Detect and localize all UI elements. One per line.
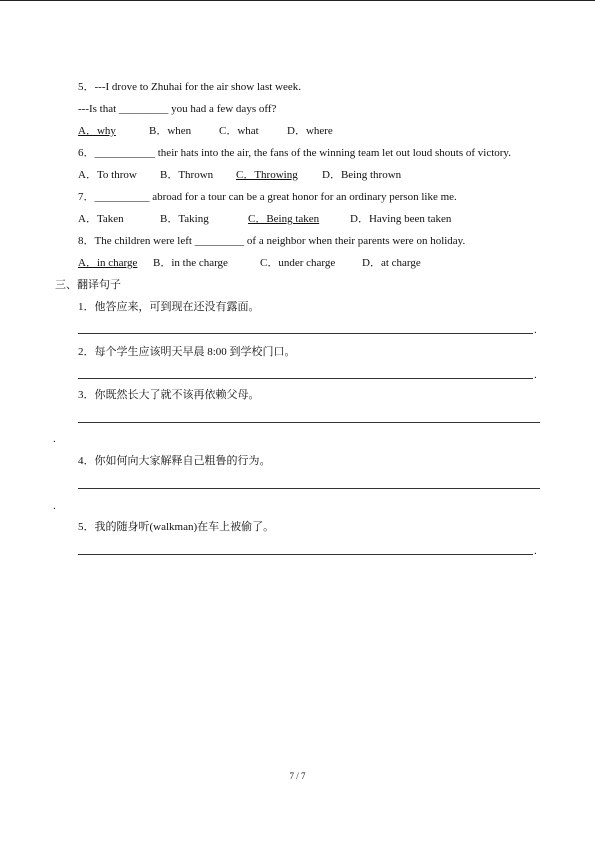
q8-option-b: B．in the charge (153, 257, 228, 269)
answer-line-1 (78, 333, 533, 334)
q7-option-b: B．Taking (160, 213, 209, 225)
q6-option-b: B．Thrown (160, 169, 214, 181)
q7-option-c: C．Being taken (248, 213, 320, 225)
answer-period-5: . (534, 545, 537, 557)
page-top-border (0, 0, 595, 1)
translate-sentence-3: 3．你既然长大了就不该再依赖父母。 (78, 389, 260, 401)
q5-option-a: A．why (78, 125, 116, 137)
translate-sentence-2: 2．每个学生应该明天早晨 8:00 到学校门口。 (78, 346, 296, 358)
answer-period-4: . (53, 500, 56, 512)
q5-option-b: B．when (149, 125, 192, 137)
q6-option-d: D．Being thrown (322, 169, 402, 181)
q6-option-c: C．Throwing (236, 169, 298, 181)
q5-option-c: C．what (219, 125, 259, 137)
q5-reply: ---Is that _________ you had a few days off? (78, 103, 277, 115)
answer-period-1: . (534, 324, 537, 336)
translate-sentence-5: 5．我的随身听(walkman)在车上被偷了。 (78, 521, 275, 533)
q5-prompt: 5．---I drove to Zhuhai for the air show last week. (78, 81, 301, 93)
q7-option-a: A．Taken (78, 213, 124, 225)
q8-prompt: 8．The children were left _________ of a neighbor when their parents were on holiday. (78, 235, 466, 247)
translate-sentence-1: 1．他答应来，可到现在还没有露面。 (78, 301, 260, 313)
page-number: 7 / 7 (289, 771, 306, 781)
q8-option-d: D．at charge (362, 257, 421, 269)
q5-option-d: D．where (287, 125, 333, 137)
q8-option-c: C．under charge (260, 257, 336, 269)
answer-line-5 (78, 554, 533, 555)
q6-prompt: 6．___________ their hats into the air, the fans of the winning team let out loud shouts of victory. (78, 147, 511, 159)
answer-line-4 (78, 488, 540, 489)
translate-sentence-4: 4．你如何向大家解释自己粗鲁的行为。 (78, 455, 271, 467)
section-heading: 三、翻译句子 (55, 279, 121, 291)
q7-option-d: D．Having been taken (350, 213, 452, 225)
q8-option-a: A．in charge (78, 257, 138, 269)
answer-line-3 (78, 422, 540, 423)
q6-option-a: A．To throw (78, 169, 137, 181)
answer-line-2 (78, 378, 533, 379)
q7-prompt: 7．__________ abroad for a tour can be a great honor for an ordinary person like me. (78, 191, 457, 203)
answer-period-2: . (534, 369, 537, 381)
answer-period-3: . (53, 433, 56, 445)
